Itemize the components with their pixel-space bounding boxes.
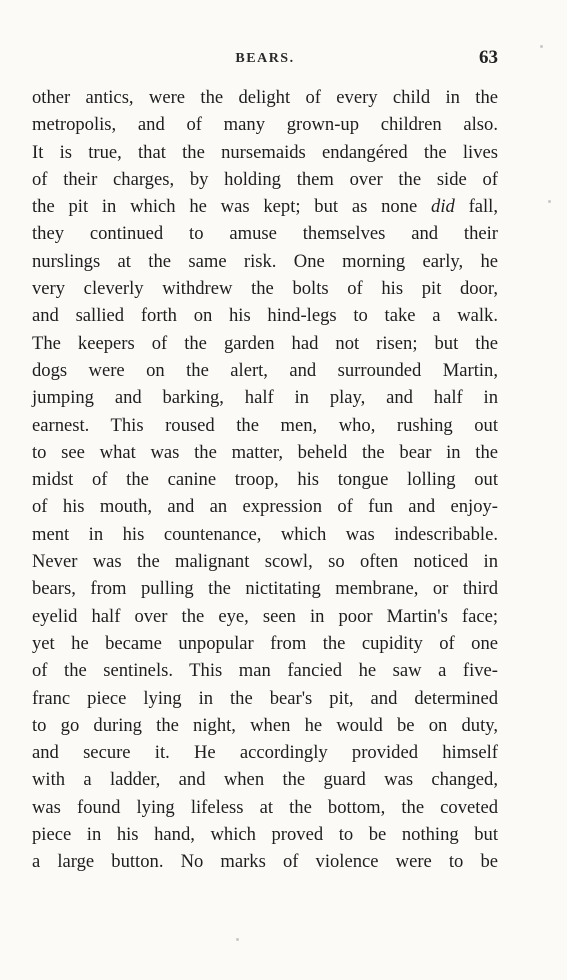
text-line: to go during the night, when he would be on duty, xyxy=(32,714,498,736)
running-head: BEARS. xyxy=(235,51,295,66)
text-line: nurslings at the same risk. One morning early, he xyxy=(32,250,498,272)
text-line: midst of the canine troop, his tongue lolling out xyxy=(32,469,498,491)
page-number: 63 xyxy=(479,47,498,68)
text-line: dogs were on the alert, and surrounded Martin, xyxy=(32,359,498,381)
text-line: The keepers of the garden had not risen; but the xyxy=(32,332,498,354)
text-line: earnest. This roused the men, who, rushing out xyxy=(32,414,498,436)
text-line: and sallied forth on his hind-legs to take a walk. xyxy=(32,305,498,327)
text-line: eyelid half over the eye, seen in poor Martin's face; xyxy=(32,605,498,627)
text-line: and secure it. He accordingly provided himself xyxy=(32,742,498,764)
paper-speck xyxy=(236,938,239,941)
text-line: yet he became unpopular from the cupidity of one xyxy=(32,632,498,654)
text-line: a large button. No marks of violence were to be xyxy=(32,851,498,873)
text-line: franc piece lying in the bear's pit, and determined xyxy=(32,687,498,709)
body-text xyxy=(32,84,498,876)
text-line: ment in his countenance, which was indescribable. xyxy=(32,523,498,545)
paper-speck xyxy=(540,45,543,48)
text-line: piece in his hand, which proved to be nothing but xyxy=(32,824,498,846)
text-line: of their charges, by holding them over the side of xyxy=(32,168,498,190)
text-line: Never was the malignant scowl, so often noticed in xyxy=(32,551,498,573)
text-line: metropolis, and of many grown-up children also. xyxy=(32,114,498,136)
text-line: to see what was the matter, beheld the bear in the xyxy=(32,441,498,463)
italic-word: did xyxy=(431,196,455,218)
page-header xyxy=(32,47,498,73)
text-line-with-italic: the pit in which he was kept; but as none did fall, xyxy=(32,196,498,218)
text-line: of his mouth, and an expression of fun and enjoy- xyxy=(32,496,498,518)
text-line: with a ladder, and when the guard was changed, xyxy=(32,769,498,791)
text-line: very cleverly withdrew the bolts of his pit door, xyxy=(32,278,498,300)
text-line: was found lying lifeless at the bottom, the coveted xyxy=(32,796,498,818)
text-line: It is true, that the nursemaids endangéred the lives xyxy=(32,141,498,163)
text-line: they continued to amuse themselves and their xyxy=(32,223,498,245)
text-line: of the sentinels. This man fancied he saw a five- xyxy=(32,660,498,682)
text-line: jumping and barking, half in play, and half in xyxy=(32,387,498,409)
paper-speck xyxy=(548,200,551,203)
text-line: other antics, were the delight of every child in the xyxy=(32,87,498,108)
text-line: bears, from pulling the nictitating membrane, or third xyxy=(32,578,498,600)
